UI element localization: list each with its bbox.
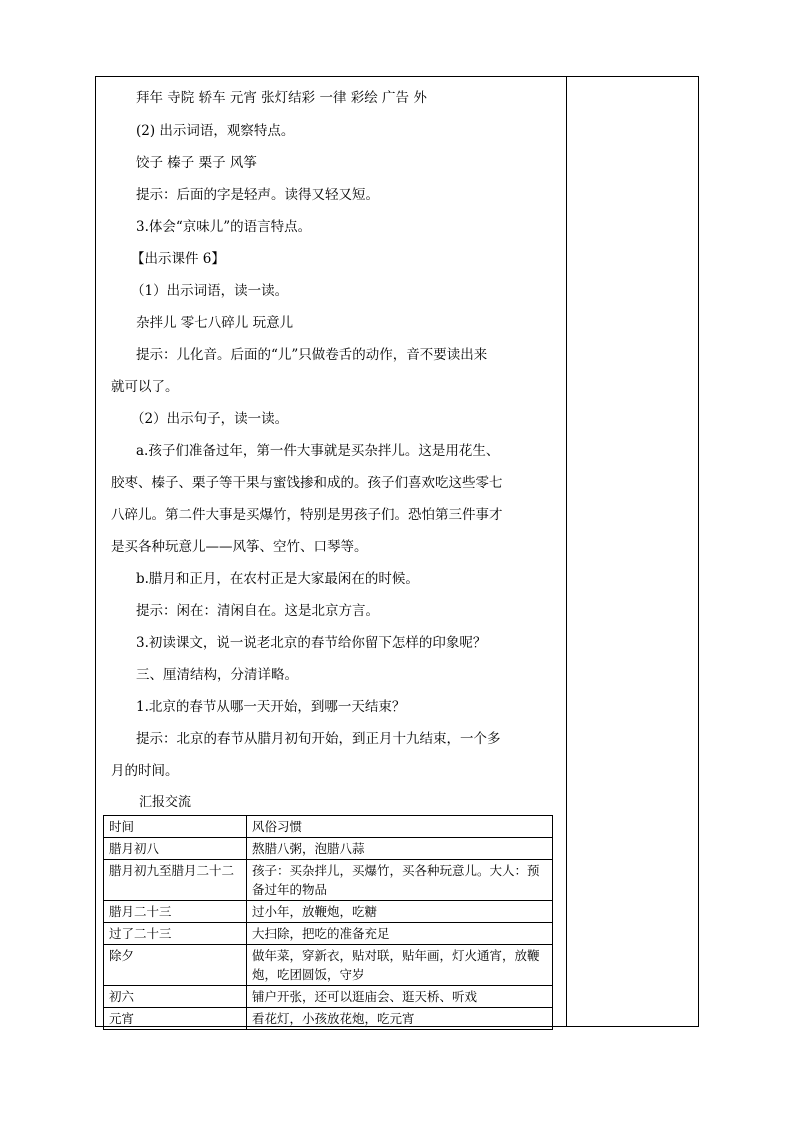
custom-cell: 看花灯，小孩放花炮，吃元宵 (247, 1008, 553, 1030)
custom-cell: 大扫除，把吃的准备充足 (247, 923, 553, 945)
table-row (104, 1008, 553, 1030)
time-cell: 初六 (104, 986, 247, 1008)
table-row (104, 986, 553, 1008)
text-line: 杂拌儿 零七八碎儿 玩意儿 (136, 315, 294, 331)
lesson-table (95, 76, 699, 1027)
text-line: (2) 出示词语，观察特点。 (136, 123, 295, 139)
table-header-row (104, 816, 553, 838)
text-line: b.腊月和正月，在农村正是大家最闲在的时候。 (136, 571, 419, 587)
custom-cell: 熬腊八粥，泡腊八蒜 (247, 838, 553, 860)
text-line: （1）出示词语，读一读。 (131, 283, 289, 299)
text-line: 是买各种玩意儿——风筝、空竹、口琴等。 (111, 539, 368, 555)
text-line: 提示：北京的春节从腊月初旬开始，到正月十九结束，一个多 (136, 731, 501, 747)
time-cell: 腊月二十三 (104, 901, 247, 923)
text-line: 八碎儿。第二件大事是买爆竹，特别是男孩子们。恐怕第三件事才 (111, 507, 503, 523)
header-cell: 风俗习惯 (247, 816, 553, 838)
column-divider (566, 77, 567, 1026)
table-row (104, 838, 553, 860)
time-cell: 元宵 (104, 1008, 247, 1030)
time-cell: 腊月初八 (104, 838, 247, 860)
text-line: 拜年 寺院 轿车 元宵 张灯结彩 一律 彩绘 广告 外 (136, 90, 427, 106)
text-line: （2）出示句子，读一读。 (131, 411, 289, 427)
text-line: 3.体会“京味儿”的语言特点。 (136, 219, 312, 235)
table-row (104, 945, 553, 986)
text-line: 就可以了。 (111, 379, 179, 395)
table-row (104, 860, 553, 901)
text-line: 3.初读课文，说一说老北京的春节给你留下怎样的印象呢？ (136, 635, 487, 651)
text-line: 饺子 榛子 栗子 风筝 (136, 155, 257, 171)
custom-cell: 铺户开张，还可以逛庙会、逛天桥、听戏 (247, 986, 553, 1008)
header-cell: 时间 (104, 816, 247, 838)
table-row (104, 923, 553, 945)
time-cell: 腊月初九至腊月二十二 (104, 860, 247, 901)
table-caption: 汇报交流 (139, 795, 192, 810)
time-cell: 除夕 (104, 945, 247, 986)
text-line: 提示：闲在：清闲自在。这是北京方言。 (136, 603, 379, 619)
table-row (104, 901, 553, 923)
text-line: 提示：儿化音。后面的“儿”只做卷舌的动作，音不要读出来 (136, 347, 488, 363)
text-line: 胶枣、榛子、栗子等干果与蜜饯掺和成的。孩子们喜欢吃这些零七 (111, 475, 503, 491)
text-line: 提示：后面的字是轻声。读得又轻又短。 (136, 187, 379, 203)
text-line: 1.北京的春节从哪一天开始，到哪一天结束？ (136, 699, 406, 715)
custom-cell: 孩子：买杂拌儿，买爆竹，买各种玩意儿。大人：预备过年的物品 (247, 860, 553, 901)
text-line: a.孩子们准备过年，第一件大事就是买杂拌儿。这是用花生、 (136, 443, 500, 459)
text-line: 三、厘清结构，分清详略。 (136, 667, 298, 683)
customs-table (103, 815, 553, 1030)
text-line: 月的时间。 (111, 763, 179, 779)
time-cell: 过了二十三 (104, 923, 247, 945)
custom-cell: 过小年，放鞭炮，吃糖 (247, 901, 553, 923)
custom-cell: 做年菜，穿新衣，贴对联，贴年画，灯火通宵，放鞭炮，吃团圆饭，守岁 (247, 945, 553, 986)
text-line: 【出示课件 6】 (131, 251, 225, 267)
